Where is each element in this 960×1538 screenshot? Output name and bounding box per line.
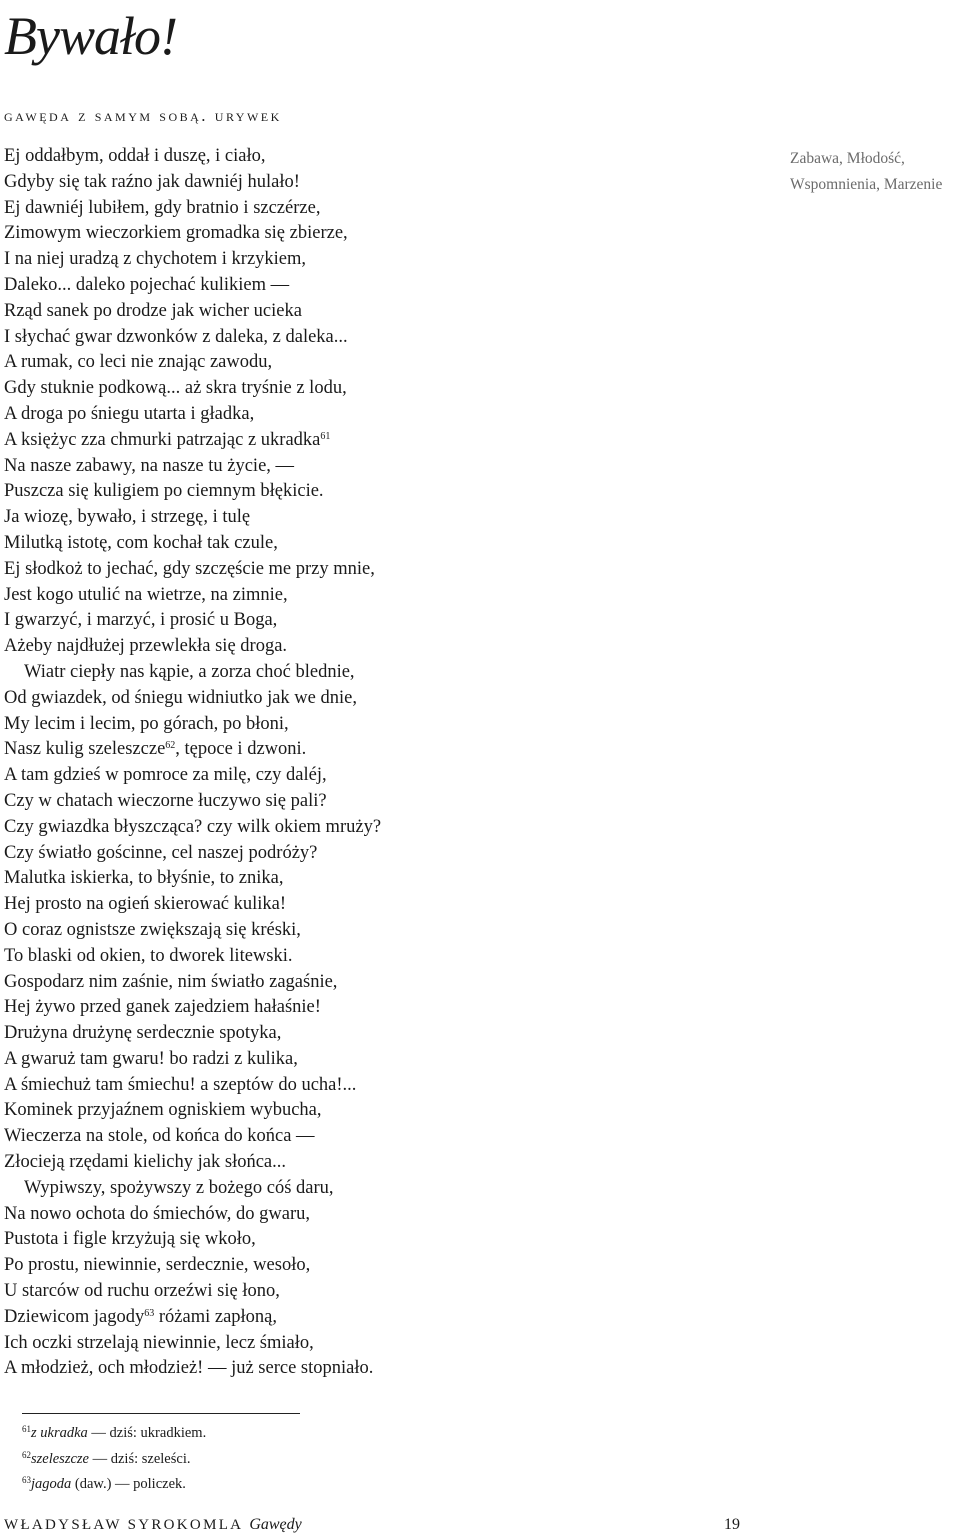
footnote-number: 61 (22, 1424, 31, 1434)
footnote-number: 62 (22, 1449, 31, 1460)
motif-sidenote (790, 146, 960, 197)
verse-line: Hej żywo przed ganek zajedziem hałaśnie! (4, 997, 321, 1018)
footnote-ref[interactable]: 63 (144, 1307, 155, 1319)
footnote-term: z ukradka (31, 1425, 88, 1441)
verse-line: Drużyna drużynę serdecznie spotyka, (4, 1023, 282, 1044)
verse-line: Gospodarz nim zaśnie, nim światło zagaśnie, (4, 971, 338, 992)
verse-text: , tępoce i dzwoni. (175, 739, 307, 760)
verse-line: Złocieją rzędami kielichy jak słońca... (4, 1152, 287, 1173)
verse-line: Ażeby najdłużej przewlekła się droga. (4, 636, 288, 657)
verse-line: Rząd sanek po drodze jak wicher ucieka (4, 300, 302, 321)
verse-line: Jest kogo utulić na wietrze, na zimnie, (4, 584, 288, 605)
footnote-ref[interactable]: 61 (320, 430, 331, 442)
verse-line: Ej oddałbym, oddał i duszę, i ciało, (4, 146, 266, 166)
poem-title: Bywało! (4, 6, 177, 66)
verse-line: A gwaruż tam gwaru! bo radzi z kulika, (4, 1048, 298, 1069)
verse-line: Ja wiozę, bywało, i strzegę, i tulę (4, 507, 251, 528)
verse-line: Zimowym wieczorkiem gromadka się zbierze, (4, 223, 348, 244)
footnote-separator: — (87, 1425, 110, 1441)
footnote-separator: — (89, 1450, 111, 1467)
verse-text: A księżyc zza chmurki patrzając z ukradka (4, 429, 321, 450)
footnote-divider (22, 1413, 300, 1414)
verse-line: Ich oczki strzelają niewinnie, lecz śmiało, (4, 1332, 314, 1353)
verse-line: Milutką istotę, com kochał tak czule, (4, 532, 278, 553)
footnotes (22, 1419, 206, 1496)
verse-line: Gdyby się tak raźno jak dawniéj hulało! (4, 171, 300, 192)
verse-line: Pustota i figle krzyżują się wkoło, (4, 1229, 256, 1250)
page-number: 19 (724, 1516, 740, 1533)
footnote-term: szeleszcze (31, 1450, 89, 1467)
footnote (22, 1470, 206, 1496)
verse-line: Wieczerza na stole, od końca do końca — (4, 1126, 315, 1147)
footer-work-title: Gawędy (249, 1516, 302, 1533)
verse-line: Gdy stuknie podkową... aż skra tryśnie z lodu, (4, 378, 347, 399)
verse-line: Na nowo ochota do śmiechów, do gwaru, (4, 1203, 311, 1224)
verse-line: Po prostu, niewinnie, serdecznie, wesoło, (4, 1255, 311, 1276)
poem-subtitle: gawęda z samym sobą. urywek (4, 106, 282, 125)
verse-line: Ej dawniéj lubiłem, gdy bratnio i szczérze, (4, 197, 321, 218)
verse-line: I słychać gwar dzwonków z daleka, z daleka... (4, 326, 348, 347)
verse-line: Czy w chatach wieczorne łuczywo się pali? (4, 790, 327, 811)
verse-line: Na nasze zabawy, na nasze tu życie, — (4, 455, 295, 476)
verse-line: A droga po śniegu utarta i gładka, (4, 403, 255, 424)
verse-text: różami zapłoną, (154, 1306, 278, 1327)
verse-line: A tam gdzieś w pomroce za milę, czy daléj, (4, 765, 327, 786)
verse-line: Hej prosto na ogień skierować kulika! (4, 894, 287, 915)
verse-text: Dziewicom jagody (4, 1306, 145, 1327)
footnote-text: (daw.) — policzek. (74, 1476, 186, 1492)
verse-line: Czy gwiazdka błyszcząca? czy wilk okiem mruży? (4, 816, 382, 837)
verse-line: To blaski od okien, to dworek litewski. (4, 945, 293, 966)
verse-line: Od gwiazdek, od śniegu widniutko jak we dnie, (4, 687, 357, 708)
footnote-ref[interactable]: 62 (165, 740, 176, 752)
verse-line: U starców od ruchu orzeźwi się łono, (4, 1281, 280, 1302)
verse-line: My lecim i lecim, po górach, po błoni, (4, 713, 289, 734)
footnote-number: 63 (22, 1475, 31, 1485)
poem-body (4, 144, 764, 1382)
footnote (22, 1445, 206, 1471)
verse-line: Wiatr ciepły nas kąpie, a zorza choć blednie, (24, 661, 355, 682)
verse-line: Czy światło gościnne, cel naszej podróży? (4, 842, 318, 863)
verse-line-with-footnote (4, 1305, 764, 1331)
verse-line: I na niej uradzą z chychotem i krzykiem, (4, 249, 307, 270)
verse-line-with-footnote (4, 737, 764, 763)
footnote-text: dziś: szeleści. (110, 1450, 191, 1467)
footnote-text: dziś: ukradkiem. (109, 1425, 207, 1441)
verse-line: Daleko... daleko pojechać kulikiem — (4, 274, 290, 295)
verse-line: A śmiechuż tam śmiechu! a szeptów do ucha!... (4, 1074, 357, 1095)
verse-line: I gwarzyć, i marzyć, i prosić u Boga, (4, 610, 278, 631)
verse-line: Puszcza się kuligiem po ciemnym błękicie. (4, 481, 324, 502)
page-footer (4, 1516, 954, 1538)
verse-line: Ej słodkoż to jechać, gdy szczęście me przy mnie, (4, 558, 375, 579)
footer-author: WŁADYSŁAW SYROKOMLA (4, 1517, 244, 1533)
verse-line-with-footnote (4, 428, 764, 454)
verse-line: Malutka iskierka, to błyśnie, to znika, (4, 868, 284, 889)
verse-line: O coraz ognistsze zwiększają się kréski, (4, 919, 301, 940)
verse-line: A rumak, co leci nie znając zawodu, (4, 352, 273, 373)
verse-line: A młodzież, och młodzież! — już serce stopniało. (4, 1358, 374, 1379)
verse-text: Nasz kulig szeleszcze (4, 739, 166, 760)
verse-line: Kominek przyjaźnem ogniskiem wybucha, (4, 1100, 322, 1121)
footnote (22, 1419, 206, 1445)
footnote-term: jagoda (31, 1476, 72, 1492)
verse-line: Wypiwszy, spożywszy z bożego cóś daru, (24, 1177, 334, 1198)
motif-line: Zabawa, Młodość, (790, 150, 905, 167)
motif-line: Wspomnienia, Marzenie (790, 175, 943, 193)
